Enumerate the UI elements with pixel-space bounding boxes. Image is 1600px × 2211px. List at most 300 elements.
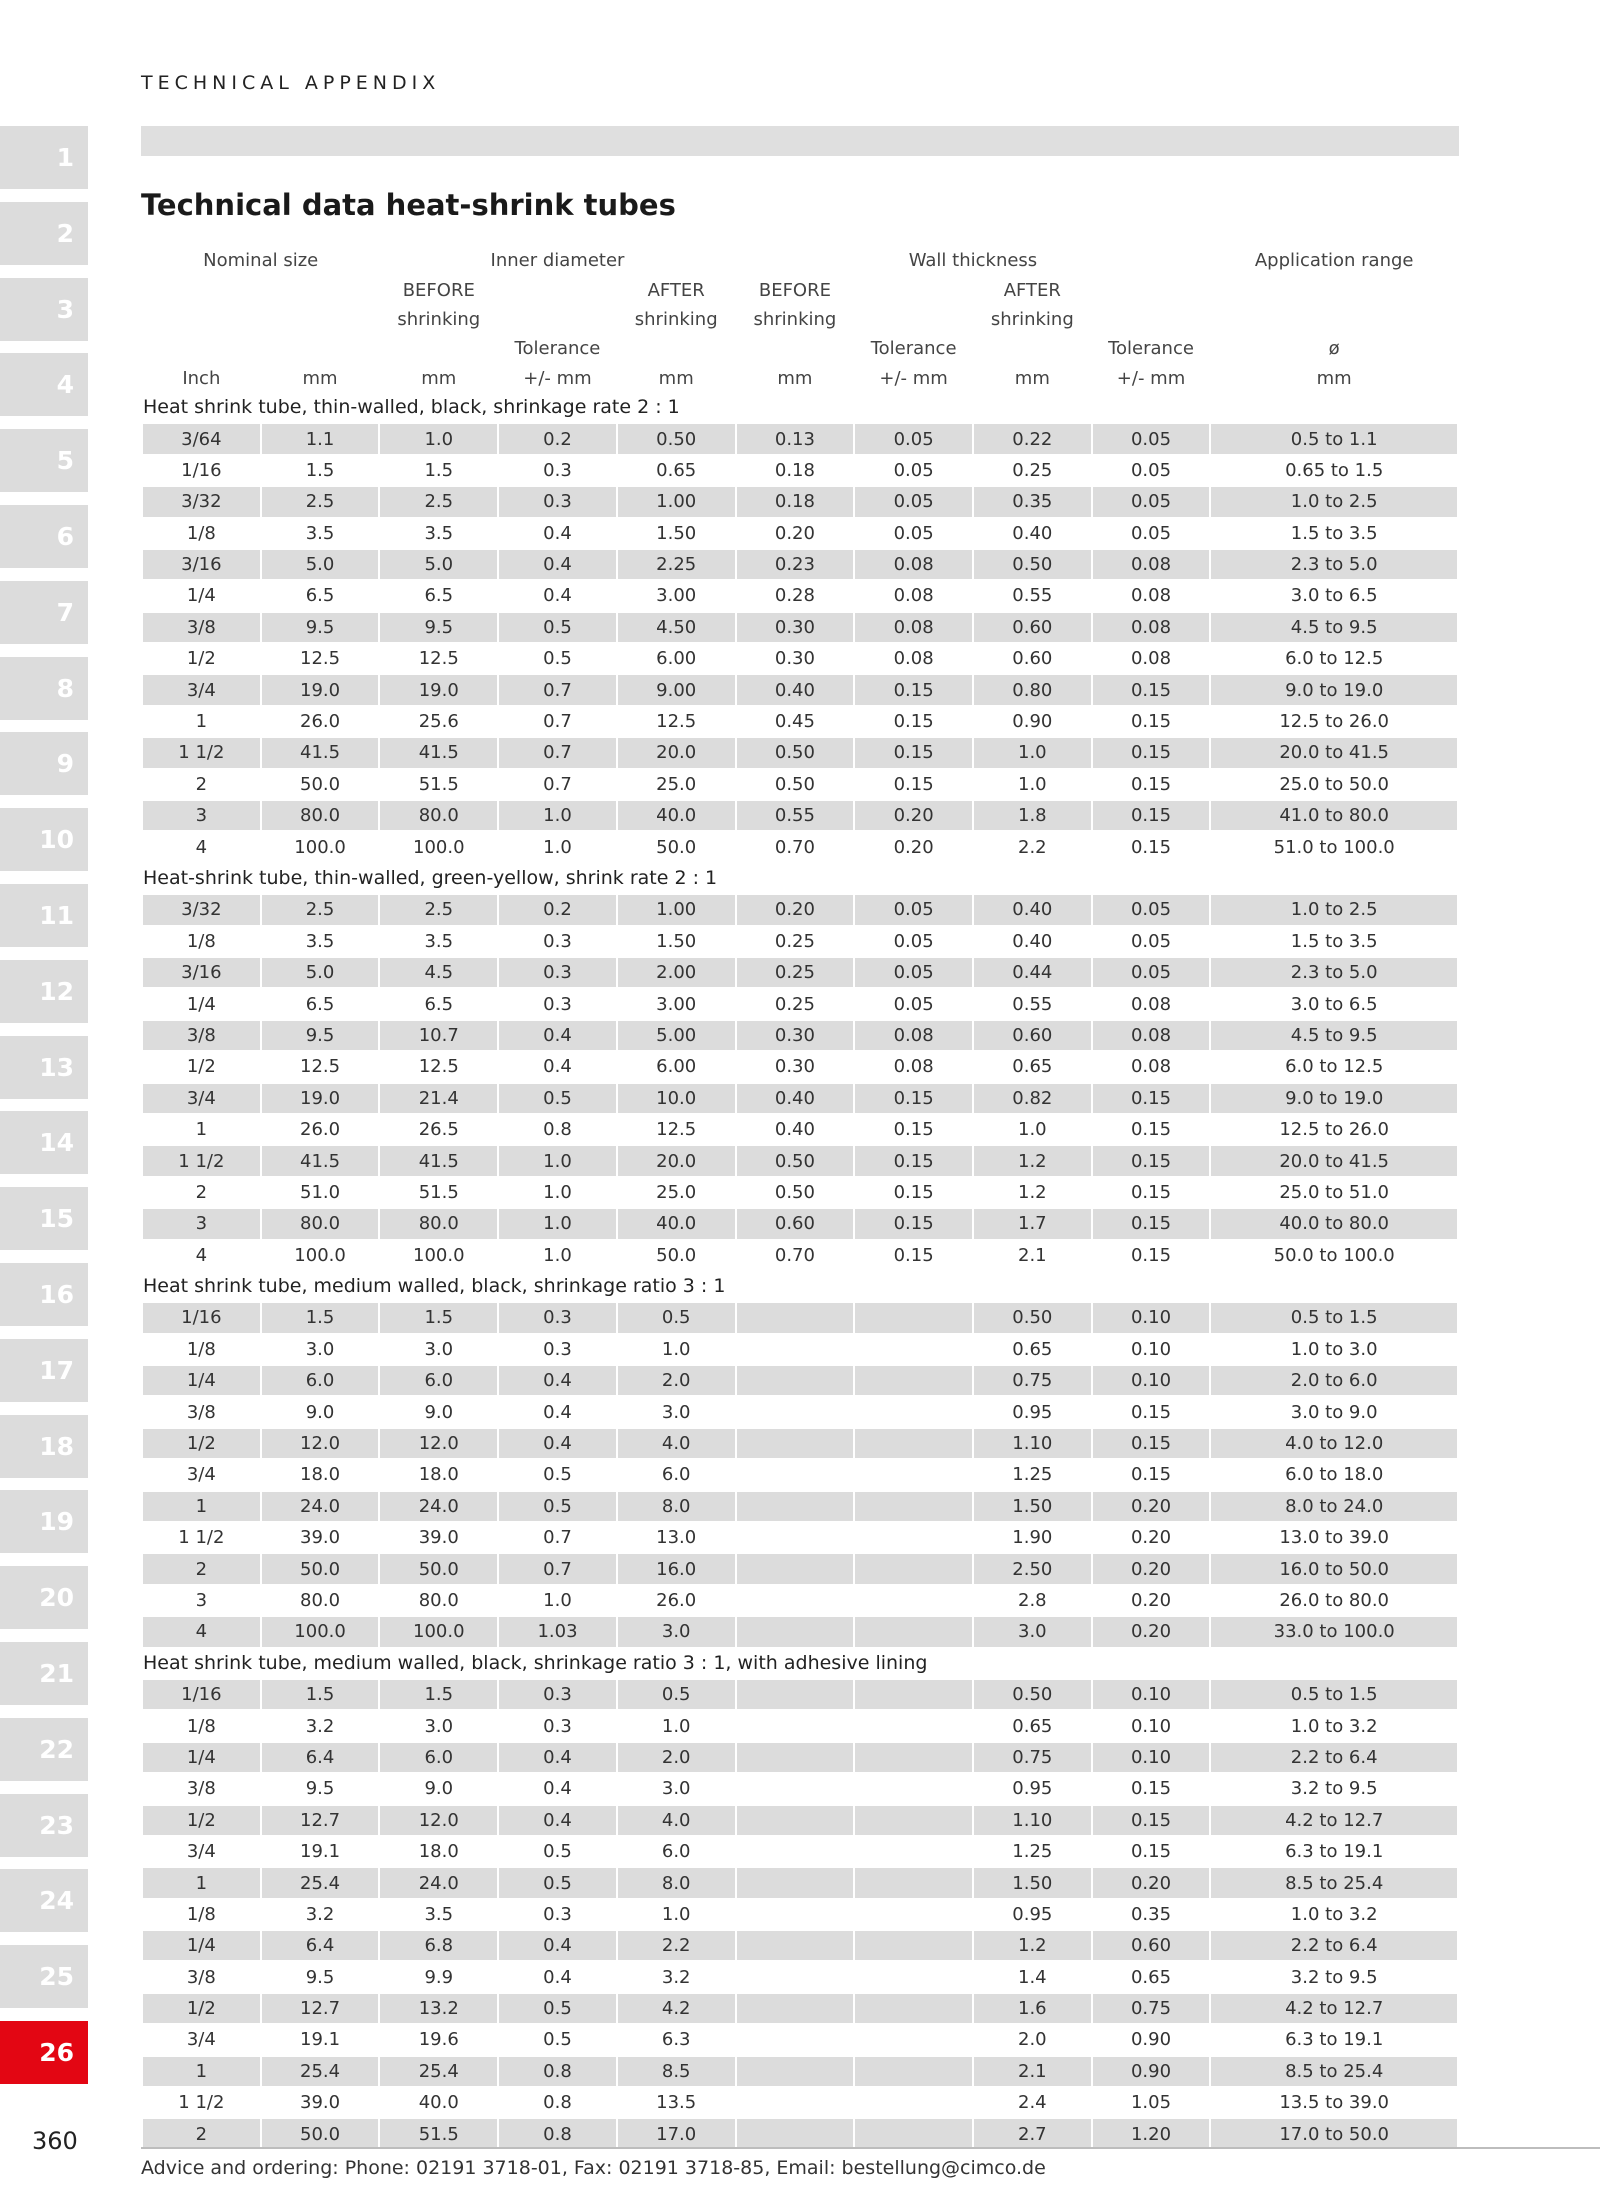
table-cell: 1.0 bbox=[974, 1115, 1091, 1146]
header-cell: +/- mm bbox=[879, 367, 948, 389]
table-cell: 0.15 bbox=[1093, 770, 1210, 801]
table-row bbox=[143, 519, 1457, 550]
table-cell bbox=[855, 1554, 972, 1585]
table-cell: 6.00 bbox=[618, 644, 735, 675]
table-cell: 0.3 bbox=[499, 1680, 616, 1711]
table-row bbox=[143, 644, 1457, 675]
table-cell: 12.0 bbox=[262, 1429, 379, 1460]
table-cell: 3.2 bbox=[262, 1900, 379, 1931]
table-cell: 1.5 bbox=[380, 1303, 497, 1334]
table-cell: 3/4 bbox=[143, 1460, 260, 1491]
table-cell: 4.0 bbox=[618, 1806, 735, 1837]
table-cell: 8.0 bbox=[618, 1492, 735, 1523]
table-cell: 0.75 bbox=[1093, 1994, 1210, 2025]
table-cell bbox=[737, 2025, 854, 2056]
header-cell: mm bbox=[777, 367, 813, 389]
header-cell bbox=[1093, 305, 1210, 334]
table-cell bbox=[737, 1931, 854, 1962]
table-cell: 5.00 bbox=[618, 1021, 735, 1052]
chapter-tab-15[interactable]: 15 bbox=[0, 1187, 88, 1250]
table-cell: 1.50 bbox=[974, 1492, 1091, 1523]
table-cell: 0.7 bbox=[499, 1523, 616, 1554]
table-cell: 2.00 bbox=[618, 958, 735, 989]
table-cell: 0.05 bbox=[855, 958, 972, 989]
table-cell: 0.3 bbox=[499, 1303, 616, 1334]
table-cell: 0.08 bbox=[855, 1021, 972, 1052]
table-cell: 8.0 to 24.0 bbox=[1211, 1492, 1457, 1523]
table-cell: 0.15 bbox=[1093, 1178, 1210, 1209]
table-row bbox=[143, 1115, 1457, 1146]
table-cell: 50.0 bbox=[262, 1554, 379, 1585]
header-cell: Inch bbox=[182, 367, 221, 389]
table-cell bbox=[855, 2057, 972, 2088]
table-cell: 0.15 bbox=[855, 1115, 972, 1146]
table-cell: 0.15 bbox=[1093, 1241, 1210, 1272]
table-cell bbox=[855, 1335, 972, 1366]
table-cell bbox=[855, 1931, 972, 1962]
table-row bbox=[143, 1397, 1457, 1428]
table-cell: 1/2 bbox=[143, 644, 260, 675]
table-cell: 4.0 bbox=[618, 1429, 735, 1460]
table-cell: 4.50 bbox=[618, 613, 735, 644]
table-cell: 13.0 bbox=[618, 1523, 735, 1554]
chapter-tab-21[interactable]: 21 bbox=[0, 1642, 88, 1705]
table-cell: 1/4 bbox=[143, 1931, 260, 1962]
table-cell: 3.5 bbox=[380, 519, 497, 550]
chapter-tab-2[interactable]: 2 bbox=[0, 202, 88, 265]
table-row bbox=[143, 1460, 1457, 1491]
table-cell: 1/16 bbox=[143, 1680, 260, 1711]
chapter-tab-14[interactable]: 14 bbox=[0, 1111, 88, 1174]
table-cell: 0.25 bbox=[974, 456, 1091, 487]
table-cell: 0.08 bbox=[1093, 644, 1210, 675]
table-cell: 2.8 bbox=[974, 1586, 1091, 1617]
table-row bbox=[143, 958, 1457, 989]
header-cell bbox=[1211, 275, 1457, 304]
table-cell: 12.5 to 26.0 bbox=[1211, 1115, 1457, 1146]
table-cell: 12.0 bbox=[380, 1806, 497, 1837]
table-cell: 1.20 bbox=[1093, 2119, 1210, 2150]
table-cell: 0.3 bbox=[499, 487, 616, 518]
table-cell: 33.0 to 100.0 bbox=[1211, 1617, 1457, 1648]
header-cell: mm bbox=[1316, 367, 1352, 389]
table-cell: 50.0 bbox=[618, 1241, 735, 1272]
table-cell: 1.5 bbox=[380, 456, 497, 487]
table-cell: 1.10 bbox=[974, 1429, 1091, 1460]
table-cell: 0.5 bbox=[499, 1492, 616, 1523]
table-cell: 4.5 to 9.5 bbox=[1211, 1021, 1457, 1052]
chapter-tab-17[interactable]: 17 bbox=[0, 1339, 88, 1402]
table-cell: 0.60 bbox=[974, 1021, 1091, 1052]
table-cell: 0.15 bbox=[855, 738, 972, 769]
table-cell: 0.4 bbox=[499, 1931, 616, 1962]
chapter-tab-23[interactable]: 23 bbox=[0, 1794, 88, 1857]
table-cell: 20.0 bbox=[618, 738, 735, 769]
header-cell: mm bbox=[302, 367, 338, 389]
table-cell: 1.0 bbox=[499, 801, 616, 832]
table-cell: 0.5 bbox=[499, 1994, 616, 2025]
table-cell: 0.05 bbox=[855, 456, 972, 487]
table-cell: 1.0 to 2.5 bbox=[1211, 895, 1457, 926]
table-cell: 1 1/2 bbox=[143, 2088, 260, 2119]
table-cell: 3.0 to 6.5 bbox=[1211, 989, 1457, 1020]
table-cell bbox=[855, 1868, 972, 1899]
table-cell: 4.2 bbox=[618, 1994, 735, 2025]
table-cell: 1.03 bbox=[499, 1617, 616, 1648]
table-cell: 0.15 bbox=[1093, 1837, 1210, 1868]
table-cell: 25.6 bbox=[380, 707, 497, 738]
table-cell: 0.44 bbox=[974, 958, 1091, 989]
table-cell: 1.0 bbox=[618, 1711, 735, 1742]
table-cell: 0.4 bbox=[499, 1806, 616, 1837]
table-cell bbox=[737, 1680, 854, 1711]
table-cell: 3/8 bbox=[143, 613, 260, 644]
chapter-tab-6[interactable]: 6 bbox=[0, 505, 88, 568]
header-cell bbox=[618, 334, 735, 363]
table-cell: 51.0 to 100.0 bbox=[1211, 832, 1457, 863]
chapter-tab-18[interactable]: 18 bbox=[0, 1415, 88, 1478]
header-cell bbox=[143, 275, 260, 304]
table-cell: 18.0 bbox=[262, 1460, 379, 1491]
table-row bbox=[143, 1492, 1457, 1523]
table-cell: 9.9 bbox=[380, 1962, 497, 1993]
table-cell: 18.0 bbox=[380, 1837, 497, 1868]
table-cell: 9.5 bbox=[262, 1962, 379, 1993]
table-cell: 1.2 bbox=[974, 1931, 1091, 1962]
header-cell bbox=[974, 334, 1091, 363]
table-cell: 2.0 to 6.0 bbox=[1211, 1366, 1457, 1397]
table-cell: 1.4 bbox=[974, 1962, 1091, 1993]
table-cell: 20.0 to 41.5 bbox=[1211, 1146, 1457, 1177]
table-cell: 0.4 bbox=[499, 1962, 616, 1993]
table-cell: 1/4 bbox=[143, 1366, 260, 1397]
table-cell: 0.5 bbox=[618, 1303, 735, 1334]
table-cell: 1.0 to 2.5 bbox=[1211, 487, 1457, 518]
table-row bbox=[143, 613, 1457, 644]
table-cell: 0.15 bbox=[1093, 1146, 1210, 1177]
table-cell: 0.90 bbox=[974, 707, 1091, 738]
chapter-tab-25[interactable]: 25 bbox=[0, 1945, 88, 2008]
table-cell: 3/32 bbox=[143, 487, 260, 518]
table-cell: 1.0 bbox=[618, 1335, 735, 1366]
table-cell: 1.0 to 3.2 bbox=[1211, 1900, 1457, 1931]
table-cell: 0.70 bbox=[737, 832, 854, 863]
table-cell: 5.0 bbox=[262, 958, 379, 989]
header-cell bbox=[262, 305, 379, 334]
chapter-tab-12[interactable]: 12 bbox=[0, 960, 88, 1023]
table-cell bbox=[855, 1617, 972, 1648]
header-cell: Tolerance bbox=[514, 338, 601, 360]
header-cell bbox=[855, 275, 972, 304]
table-cell: 19.0 bbox=[380, 675, 497, 706]
table-cell: 0.15 bbox=[855, 1146, 972, 1177]
table-cell bbox=[855, 1900, 972, 1931]
table-cell: 1/8 bbox=[143, 519, 260, 550]
table-cell: 0.82 bbox=[974, 1084, 1091, 1115]
table-cell bbox=[737, 1994, 854, 2025]
table-cell: 0.08 bbox=[1093, 989, 1210, 1020]
table-row bbox=[143, 1962, 1457, 1993]
chapter-tab-8[interactable]: 8 bbox=[0, 657, 88, 720]
table-cell: 1/8 bbox=[143, 1335, 260, 1366]
table-cell: 9.0 to 19.0 bbox=[1211, 675, 1457, 706]
chapter-tab-20[interactable]: 20 bbox=[0, 1566, 88, 1629]
table-cell bbox=[855, 1806, 972, 1837]
table-cell: 3/16 bbox=[143, 550, 260, 581]
table-row bbox=[143, 1586, 1457, 1617]
table-cell: 0.15 bbox=[855, 1241, 972, 1272]
table-cell: 0.65 bbox=[974, 1052, 1091, 1083]
table-cell: 6.0 bbox=[380, 1366, 497, 1397]
table-cell bbox=[737, 1429, 854, 1460]
table-cell: 0.15 bbox=[1093, 1209, 1210, 1240]
table-cell: 100.0 bbox=[262, 1241, 379, 1272]
table-cell bbox=[855, 1680, 972, 1711]
table-cell: 0.4 bbox=[499, 1429, 616, 1460]
table-cell: 1 1/2 bbox=[143, 738, 260, 769]
table-cell: 4.2 to 12.7 bbox=[1211, 1994, 1457, 2025]
table-cell bbox=[737, 1303, 854, 1334]
chapter-tab-10[interactable]: 10 bbox=[0, 808, 88, 871]
section-label: TECHNICAL APPENDIX bbox=[141, 72, 441, 94]
table-cell: 0.18 bbox=[737, 456, 854, 487]
header-row bbox=[143, 275, 1457, 304]
table-cell: 80.0 bbox=[380, 801, 497, 832]
table-cell: 0.05 bbox=[1093, 927, 1210, 958]
table-cell: 4.2 to 12.7 bbox=[1211, 1806, 1457, 1837]
table-row bbox=[143, 832, 1457, 863]
table-cell: 1 bbox=[143, 707, 260, 738]
table-row bbox=[143, 424, 1457, 455]
table-cell: 0.40 bbox=[737, 1115, 854, 1146]
table-cell bbox=[855, 1837, 972, 1868]
table-cell: 16.0 bbox=[618, 1554, 735, 1585]
table-cell: 1/16 bbox=[143, 456, 260, 487]
chapter-tab-26[interactable]: 26 bbox=[0, 2021, 88, 2084]
table-cell: 3 bbox=[143, 1586, 260, 1617]
table-cell: 2.1 bbox=[974, 1241, 1091, 1272]
table-row bbox=[143, 1680, 1457, 1711]
table-cell: 0.3 bbox=[499, 989, 616, 1020]
header-cell: shrinking bbox=[397, 308, 481, 330]
table-row bbox=[143, 550, 1457, 581]
table-cell: 6.3 to 19.1 bbox=[1211, 1837, 1457, 1868]
table-cell: 2.2 bbox=[974, 832, 1091, 863]
table-cell: 3.5 bbox=[380, 927, 497, 958]
footer-contact: Advice and ordering: Phone: 02191 3718-01, Fax: 02191 3718-85, Email: bestellung@cimco.de bbox=[141, 2157, 1046, 2179]
chapter-tab-7[interactable]: 7 bbox=[0, 581, 88, 644]
table-cell: 26.0 bbox=[262, 707, 379, 738]
table-cell: 1.90 bbox=[974, 1523, 1091, 1554]
table-cell: 6.4 bbox=[262, 1931, 379, 1962]
table-cell: 100.0 bbox=[262, 832, 379, 863]
table-row bbox=[143, 1900, 1457, 1931]
table-cell: 0.90 bbox=[1093, 2057, 1210, 2088]
table-cell: 0.20 bbox=[1093, 1523, 1210, 1554]
table-cell: 13.0 to 39.0 bbox=[1211, 1523, 1457, 1554]
table-cell: 0.10 bbox=[1093, 1335, 1210, 1366]
header-cell: Inner diameter bbox=[490, 250, 625, 272]
table-row bbox=[143, 1617, 1457, 1648]
table-cell: 0.15 bbox=[855, 707, 972, 738]
table-cell: 0.4 bbox=[499, 550, 616, 581]
table-cell: 1.0 to 3.0 bbox=[1211, 1335, 1457, 1366]
table-cell: 0.5 to 1.5 bbox=[1211, 1303, 1457, 1334]
table-cell: 6.0 bbox=[380, 1743, 497, 1774]
table-row bbox=[143, 1868, 1457, 1899]
table-cell: 1 bbox=[143, 1115, 260, 1146]
table-cell: 0.4 bbox=[499, 1052, 616, 1083]
table-cell: 1/4 bbox=[143, 581, 260, 612]
table-cell: 0.05 bbox=[855, 927, 972, 958]
table-cell: 3/4 bbox=[143, 1084, 260, 1115]
table-cell: 12.5 bbox=[618, 1115, 735, 1146]
header-cell: AFTER bbox=[1003, 279, 1061, 301]
table-cell: 24.0 bbox=[262, 1492, 379, 1523]
table-cell: 0.50 bbox=[974, 550, 1091, 581]
table-cell: 0.4 bbox=[499, 1774, 616, 1805]
table-cell: 0.15 bbox=[1093, 707, 1210, 738]
table-cell: 1.0 bbox=[499, 1146, 616, 1177]
group-title-row bbox=[143, 393, 1457, 424]
table-cell: 12.5 bbox=[262, 644, 379, 675]
table-cell: 0.08 bbox=[1093, 1021, 1210, 1052]
table-cell bbox=[855, 1994, 972, 2025]
table-row bbox=[143, 1523, 1457, 1554]
table-cell bbox=[855, 1397, 972, 1428]
table-cell: 51.5 bbox=[380, 2119, 497, 2150]
header-cell bbox=[262, 334, 379, 363]
group-title-row bbox=[143, 1272, 1457, 1303]
table-cell: 0.05 bbox=[1093, 519, 1210, 550]
table-cell: 26.0 bbox=[262, 1115, 379, 1146]
table-cell: 1.0 bbox=[380, 424, 497, 455]
chapter-tab-9[interactable]: 9 bbox=[0, 732, 88, 795]
table-cell: 4 bbox=[143, 1241, 260, 1272]
table-cell: 0.4 bbox=[499, 519, 616, 550]
table-cell: 4.5 to 9.5 bbox=[1211, 613, 1457, 644]
header-cell: mm bbox=[658, 367, 694, 389]
chapter-tab-1[interactable]: 1 bbox=[0, 126, 88, 189]
table-cell: 6.5 bbox=[262, 989, 379, 1020]
table-cell: 3.0 to 6.5 bbox=[1211, 581, 1457, 612]
table-cell: 2 bbox=[143, 1554, 260, 1585]
table-cell: 3.00 bbox=[618, 581, 735, 612]
chapter-tab-24[interactable]: 24 bbox=[0, 1869, 88, 1932]
table-row bbox=[143, 456, 1457, 487]
table-row bbox=[143, 487, 1457, 518]
chapter-tab-13[interactable]: 13 bbox=[0, 1036, 88, 1099]
chapter-tab-3[interactable]: 3 bbox=[0, 278, 88, 341]
table-row bbox=[143, 1931, 1457, 1962]
table-row bbox=[143, 581, 1457, 612]
table-cell: 0.5 to 1.1 bbox=[1211, 424, 1457, 455]
table-cell: 3/4 bbox=[143, 1837, 260, 1868]
chapter-tab-16[interactable]: 16 bbox=[0, 1263, 88, 1326]
table-cell: 3.2 to 9.5 bbox=[1211, 1962, 1457, 1993]
chapter-tab-19[interactable]: 19 bbox=[0, 1490, 88, 1553]
table-cell: 1.1 bbox=[262, 424, 379, 455]
chapter-tab-22[interactable]: 22 bbox=[0, 1718, 88, 1781]
table-cell: 0.50 bbox=[737, 770, 854, 801]
table-row bbox=[143, 675, 1457, 706]
table-cell: 41.0 to 80.0 bbox=[1211, 801, 1457, 832]
table-cell: 0.25 bbox=[737, 927, 854, 958]
table-cell: 0.40 bbox=[974, 927, 1091, 958]
table-cell: 19.1 bbox=[262, 2025, 379, 2056]
table-cell: 0.50 bbox=[737, 1178, 854, 1209]
table-cell: 0.7 bbox=[499, 675, 616, 706]
table-cell: 1.50 bbox=[618, 519, 735, 550]
table-cell: 6.8 bbox=[380, 1931, 497, 1962]
table-cell: 0.5 bbox=[499, 613, 616, 644]
group-title: Heat shrink tube, medium walled, black, shrinkage ratio 3 : 1 bbox=[143, 1272, 1457, 1303]
table-cell: 0.8 bbox=[499, 2088, 616, 2119]
table-cell: 0.05 bbox=[855, 487, 972, 518]
table-cell: 2.50 bbox=[974, 1554, 1091, 1585]
table-cell: 0.30 bbox=[737, 644, 854, 675]
table-cell: 0.5 bbox=[618, 1680, 735, 1711]
table-cell: 0.4 bbox=[499, 581, 616, 612]
table-cell: 80.0 bbox=[262, 801, 379, 832]
table-cell: 9.0 bbox=[380, 1397, 497, 1428]
table-cell: 1 1/2 bbox=[143, 1146, 260, 1177]
table-cell: 8.5 to 25.4 bbox=[1211, 2057, 1457, 2088]
table-row bbox=[143, 1429, 1457, 1460]
table-cell: 40.0 bbox=[618, 801, 735, 832]
table-cell: 1.25 bbox=[974, 1460, 1091, 1491]
table-cell: 10.0 bbox=[618, 1084, 735, 1115]
table-cell: 24.0 bbox=[380, 1492, 497, 1523]
table-cell: 17.0 to 50.0 bbox=[1211, 2119, 1457, 2150]
page-number: 360 bbox=[32, 2127, 78, 2155]
table-cell: 0.3 bbox=[499, 927, 616, 958]
table-cell: 2.3 to 5.0 bbox=[1211, 958, 1457, 989]
table-cell: 3 bbox=[143, 1209, 260, 1240]
table-cell: 6.5 bbox=[262, 581, 379, 612]
table-cell: 1.10 bbox=[974, 1806, 1091, 1837]
table-cell: 100.0 bbox=[380, 1241, 497, 1272]
chapter-tab-11[interactable]: 11 bbox=[0, 884, 88, 947]
table-row bbox=[143, 801, 1457, 832]
table-cell: 20.0 bbox=[618, 1146, 735, 1177]
table-cell: 39.0 bbox=[380, 1523, 497, 1554]
table-cell: 6.5 bbox=[380, 581, 497, 612]
table-cell: 6.0 bbox=[618, 1837, 735, 1868]
table-cell: 6.3 to 19.1 bbox=[1211, 2025, 1457, 2056]
chapter-tab-5[interactable]: 5 bbox=[0, 429, 88, 492]
page-title: Technical data heat-shrink tubes bbox=[141, 188, 676, 222]
table-cell: 100.0 bbox=[262, 1617, 379, 1648]
table-cell: 25.4 bbox=[262, 2057, 379, 2088]
table-cell: 2.0 bbox=[618, 1366, 735, 1397]
table-cell: 0.20 bbox=[1093, 1586, 1210, 1617]
table-cell: 0.18 bbox=[737, 487, 854, 518]
table-cell: 0.15 bbox=[1093, 1115, 1210, 1146]
table-cell: 0.20 bbox=[1093, 1868, 1210, 1899]
table-cell: 0.3 bbox=[499, 958, 616, 989]
table-cell: 2.5 bbox=[262, 487, 379, 518]
table-cell: 0.4 bbox=[499, 1021, 616, 1052]
table-row bbox=[143, 2057, 1457, 2088]
table-cell: 0.10 bbox=[1093, 1743, 1210, 1774]
chapter-tab-4[interactable]: 4 bbox=[0, 353, 88, 416]
table-cell: 0.08 bbox=[855, 1052, 972, 1083]
table-cell: 9.0 bbox=[380, 1774, 497, 1805]
table-cell: 12.5 bbox=[262, 1052, 379, 1083]
table-cell: 0.08 bbox=[855, 644, 972, 675]
table-cell: 1.5 bbox=[262, 1303, 379, 1334]
